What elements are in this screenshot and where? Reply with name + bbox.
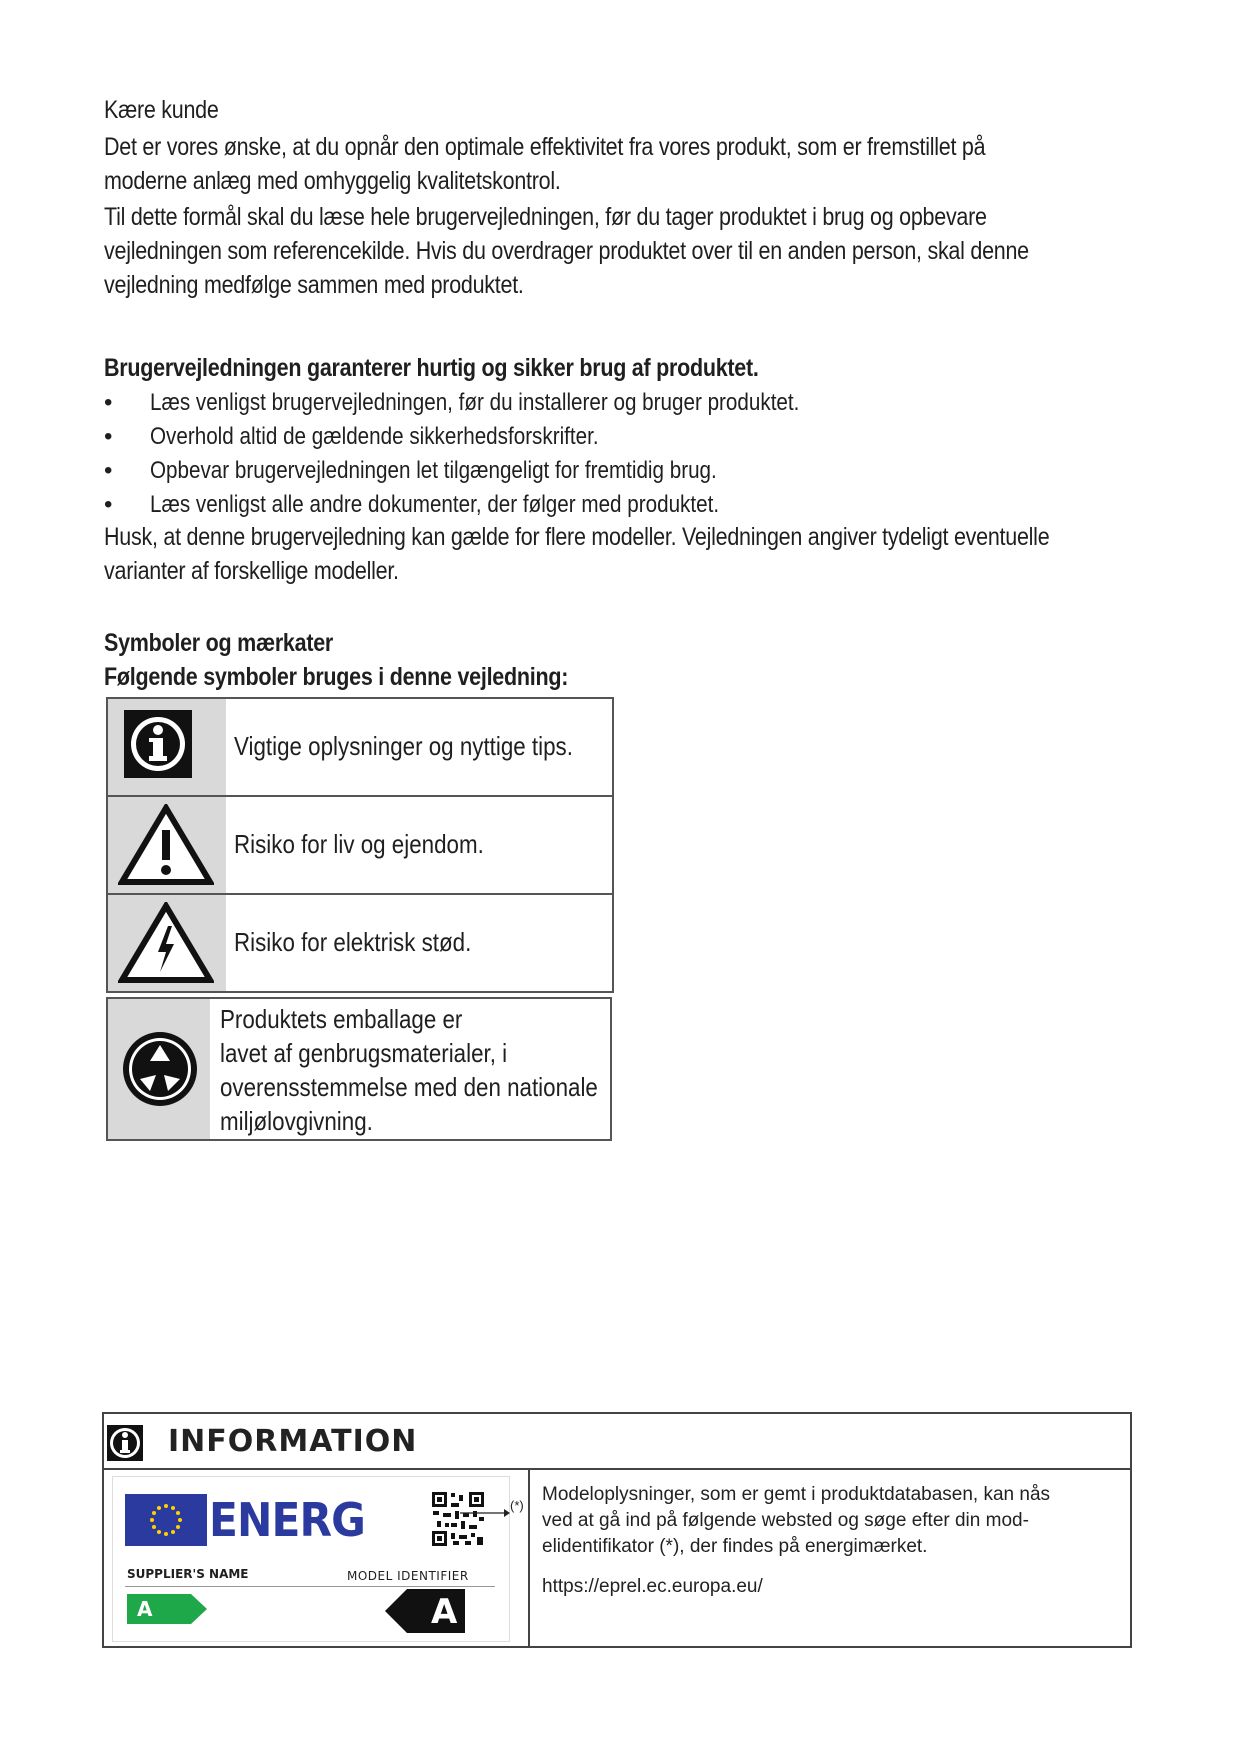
- list-item: • Læs venligst brugervejledningen, før du installerer og bruger produktet.: [104, 389, 800, 416]
- list-item: • Læs venligst alle andre dokumenter, der følger med produktet.: [104, 491, 720, 518]
- eu-flag-icon: [125, 1494, 207, 1546]
- symbol-row: [108, 895, 612, 991]
- energy-label: [112, 1476, 510, 1642]
- symbols-heading: Symboler og mærkater: [104, 629, 334, 657]
- intro-line-5: vejledning medfølge sammen med produktet.: [104, 271, 524, 299]
- recycle-notice: [106, 997, 612, 1141]
- information-box: [102, 1412, 1132, 1648]
- intro-line-1: Det er vores ønske, at du opnår den optimale effektivitet fra vores produkt, som er fremstillet på: [104, 133, 986, 161]
- divider: [528, 1468, 530, 1646]
- symbol-row-text: Risiko for elektrisk stød.: [234, 927, 472, 957]
- information-text: Modeloplysninger, som er gemt i produktdatabasen, kan nås ved at gå ind på følgende websted og søge efter din mod- elidentifikator (*), der findes på energimærket.: [542, 1484, 1051, 1557]
- list-item: • Overhold altid de gældende sikkerhedsforskrifter.: [104, 423, 599, 450]
- model-pointer-arrow: [460, 1508, 510, 1518]
- electric-hazard-icon: [108, 895, 226, 991]
- divider: [125, 1586, 495, 1587]
- guide-heading: Brugervejledningen garanterer hurtig og sikker brug af produktet.: [104, 354, 759, 382]
- model-identifier-label: MODEL IDENTIFIER: [347, 1569, 469, 1583]
- information-header: [104, 1414, 1130, 1470]
- intro-line-3: Til dette formål skal du læse hele brugervejledningen, før du tager produktet i brug og opbevare: [104, 203, 987, 231]
- recycle-icon: [108, 999, 210, 1139]
- energy-logo-text: ENERG: [209, 1493, 365, 1547]
- asterisk-note: (*): [510, 1498, 524, 1513]
- eprel-link[interactable]: https://eprel.ec.europa.eu/: [542, 1576, 763, 1597]
- intro-line-4: vejledningen som referencekilde. Hvis du overdrager produktet over til en anden person, skal denne: [104, 237, 1029, 265]
- symbols-table: [106, 697, 614, 993]
- info-icon: [106, 1424, 144, 1462]
- supplier-name-label: SUPPLIER'S NAME: [127, 1567, 249, 1581]
- warning-icon: [108, 797, 226, 893]
- symbol-row: [108, 797, 612, 895]
- guide-note-line-1: Husk, at denne brugervejledning kan gælde for flere modeller. Vejledningen angiver tydeligt eventuelle: [104, 523, 1050, 551]
- guide-bullet-list: [104, 386, 1104, 522]
- symbol-row-text: Risiko for liv og ejendom.: [234, 829, 484, 859]
- symbols-subheading: Følgende symboler bruges i denne vejledning:: [104, 663, 569, 691]
- list-item: • Opbevar brugervejledningen let tilgængeligt for fremtidig brug.: [104, 457, 717, 484]
- greeting: Kære kunde: [104, 96, 219, 124]
- information-title: INFORMATION: [168, 1424, 418, 1459]
- symbol-row: [108, 699, 612, 797]
- info-icon: [108, 699, 226, 795]
- guide-note-line-2: varianter af forskellige modeller.: [104, 557, 399, 585]
- qr-code-icon: [431, 1491, 485, 1547]
- green-class-letter: A: [137, 1597, 153, 1621]
- black-class-letter: A: [431, 1592, 458, 1632]
- symbol-row-text: Vigtige oplysninger og nyttige tips.: [234, 731, 573, 761]
- recycle-text: Produktets emballage er lavet af genbrugsmaterialer, i overensstemmelse med den nationale miljølovgivning.: [220, 1004, 598, 1136]
- intro-line-2: moderne anlæg med omhyggelig kvalitetskontrol.: [104, 167, 561, 195]
